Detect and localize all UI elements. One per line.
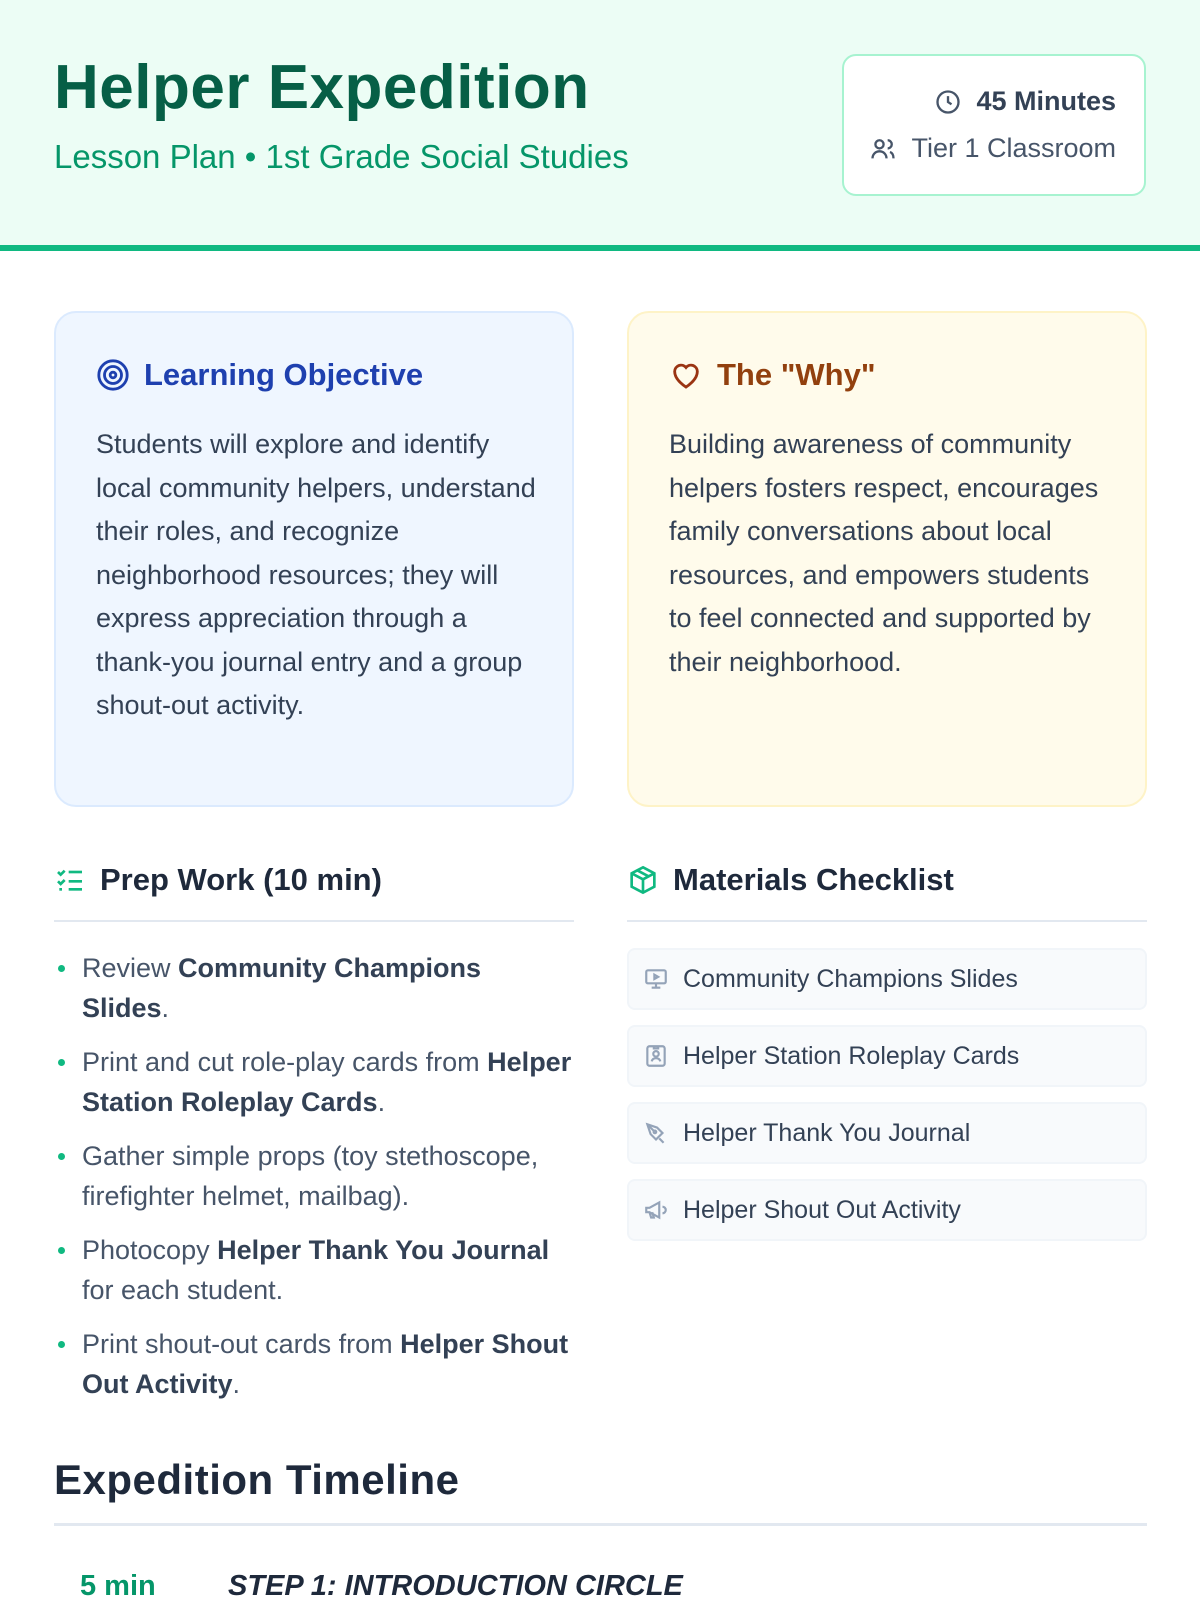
materials-list [627, 948, 1147, 1256]
material-item [627, 1025, 1147, 1087]
objective-text: Students will explore and identify local community helpers, understand their roles, and recognize neighborhood resources; they will express appreciation through a thank-you journal entry and a group shout-out activity. [96, 429, 536, 720]
duration-label: 45 Minutes [976, 86, 1116, 116]
prep-item [54, 1042, 574, 1122]
objective-heading-label: Learning Objective [144, 357, 424, 392]
prep-item [54, 948, 574, 1028]
why-card [627, 311, 1147, 807]
prep-work-heading [54, 862, 382, 898]
material-label: Helper Shout Out Activity [683, 1195, 961, 1224]
materials-heading [627, 862, 954, 898]
materials-divider [627, 920, 1147, 922]
prep-item-post: . [377, 1087, 386, 1117]
megaphone-icon [643, 1197, 669, 1223]
prep-item-bold: Community Champions Slides [82, 953, 482, 1023]
prep-work-heading-label: Prep Work (10 min) [100, 862, 382, 897]
timeline-divider [54, 1523, 1147, 1526]
prep-item-post: . [232, 1369, 241, 1399]
checklist-icon [54, 864, 86, 896]
why-heading [669, 357, 876, 393]
prep-item-pre: Print and cut role-play cards from [82, 1047, 488, 1077]
page-title: Helper Expedition [54, 53, 590, 122]
prep-item-pre: Photocopy [82, 1235, 218, 1265]
setting-meta [869, 133, 1116, 164]
prep-item-bold: Helper Thank You Journal [217, 1235, 550, 1265]
why-heading-label: The "Why" [717, 357, 876, 392]
objective-heading [96, 357, 423, 393]
timeline-heading: Expedition Timeline [54, 1456, 460, 1503]
material-item [627, 948, 1147, 1010]
heart-icon [669, 358, 703, 392]
lesson-meta-card [842, 54, 1146, 196]
prep-item-post: . [161, 993, 170, 1023]
lesson-header [0, 0, 1200, 251]
pen-tool-icon [643, 1120, 669, 1146]
material-label: Helper Thank You Journal [683, 1118, 971, 1147]
setting-label: Tier 1 Classroom [911, 133, 1116, 163]
material-item [627, 1179, 1147, 1241]
target-icon [96, 358, 130, 392]
prep-item-pre: Gather simple props (toy stethoscope, firefighter helmet, mailbag). [82, 1141, 539, 1211]
clock-icon [934, 88, 962, 116]
prep-item-pre: Review [82, 953, 179, 983]
package-icon [627, 864, 659, 896]
prep-item-post: for each student. [82, 1275, 284, 1305]
id-card-icon [643, 1043, 669, 1069]
step-title: STEP 1: INTRODUCTION CIRCLE [228, 1570, 683, 1602]
presentation-icon [643, 966, 669, 992]
prep-item-bold: Helper Station Roleplay Cards [82, 1047, 572, 1117]
step-duration: 5 min [80, 1570, 156, 1602]
prep-item [54, 1136, 574, 1216]
page-subtitle: Lesson Plan • 1st Grade Social Studies [54, 138, 629, 175]
prep-item [54, 1324, 574, 1404]
prep-item [54, 1230, 574, 1310]
material-label: Helper Station Roleplay Cards [683, 1041, 1020, 1070]
prep-item-bold: Helper Shout Out Activity [82, 1329, 569, 1399]
material-item [627, 1102, 1147, 1164]
learning-objective-card [54, 311, 574, 807]
material-label: Community Champions Slides [683, 964, 1018, 993]
prep-work-list [54, 948, 574, 1418]
materials-heading-label: Materials Checklist [673, 862, 954, 897]
duration-meta [934, 86, 1116, 117]
why-text: Building awareness of community helpers fosters respect, encourages family conversations about local resources, and empowers students to feel connected and supported by their neighborhood. [669, 429, 1099, 677]
prep-item-pre: Print shout-out cards from [82, 1329, 401, 1359]
users-icon [869, 135, 897, 163]
prep-divider [54, 920, 574, 922]
